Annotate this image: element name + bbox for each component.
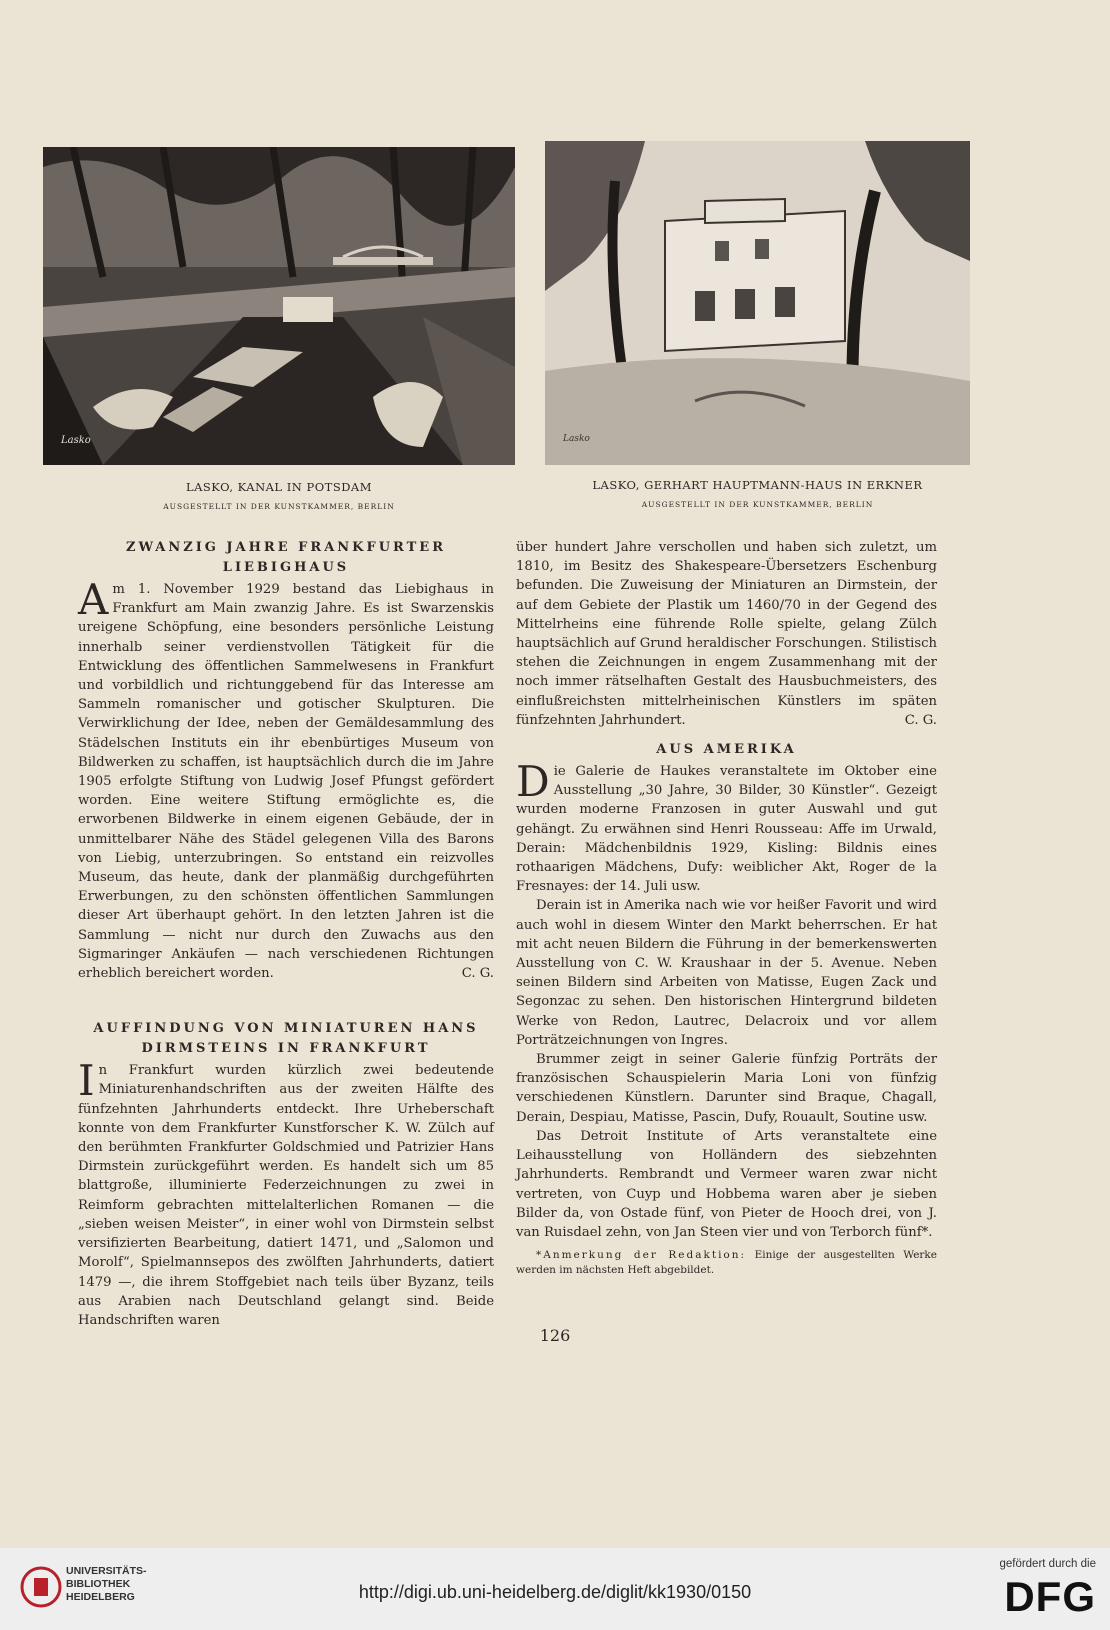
plate-kanal-in-potsdam [43, 147, 515, 465]
editorial-note-text: Einige der ausgestellten Werke werden im nächsten Heft abgebildet. [516, 1249, 938, 1277]
painting-house-image [545, 141, 970, 465]
plate-2-title: LASKO, GERHART HAUPTMANN-HAUS IN ERKNER [592, 478, 923, 492]
plate-1-caption [43, 480, 515, 511]
article-2-continuation: über hundert Jahre verschollen und haben sich zuletzt, um 1810, im Besitz des Shakespeare-Übersetzers Eschenburg befunden. Die Zuweisung der Miniaturen an Dirmstein, der auf dem Gebiete der Plastik um 1460/70 in der Gegend des Mittelrheins eine führende Rolle spielte, gelang Zülch hauptsächlich auf Grund heraldischer Forschungen. Stilistisch stehen die Zeichnungen in engem Zusammenhang mit der noch immer rätselhaften Gestalt des Hausbuchmeisters, des einflußreichsten mittelrheinischen Künstlers im späten fünfzehnten Jahrhundert. C. G. [516, 538, 937, 730]
article-3-paragraph: Brummer zeigt in seiner Galerie fünfzig Porträts der französischen Schauspielerin Maria Loni von fünfzig verschiedenen Künstlern. Darunter sind Braque, Chagall, Derain, Despiau, Matisse, Pascin, Dufy, Rouault, Soutine usw. [516, 1052, 937, 1125]
article-2-signature: C. G. [904, 712, 937, 728]
painting-canal-image [43, 147, 515, 465]
article-1-body: Am 1. November 1929 bestand das Liebighaus in Frankfurt am Main zwanzig Jahre. Es ist Swarzenskis ureigene Schöpfung, eine besonders persönliche Leistung innerhalb seiner verdienstvollen Tätigkeit für die Entwicklung des öffentlichen Sammelwesens in Frankfurt und vorbildlich und richtunggebend für das Interesse am Sammeln romanischer und gotischer Skulpturen. Die Verwirklichung der Idee, neben der Gemäldesammlung des Städelschen Instituts ein ihr ebenbürtiges Museum von Bildwerken zu schaffen, ist hauptsächlich durch die im Jahre 1905 erfolgte Stiftung von Ludwig Josef Pfungst gefördert worden. Eine weitere Stiftung ermöglichte es, die erworbenen Bildwerke in einem eigenen Gebäude, der in unmittelbarer Nähe des Städel gelegenen Villa des Barons von Liebig, unterzubringen. So entstand ein reizvolles Museum, das heute, dank der planmäßig durchgeführten Erwerbungen, zu den schönsten öffentlichen Sammlungen dieser Art überhaupt gehört. In den letzten Jahren ist die Sammlung — nicht nur durch den Zuwachs aus den Sigmaringer Ankäufen — nach verschiedenen Richtungen erheblich bereichert worden. C. G. [78, 580, 494, 983]
article-3-paragraph: Das Detroit Institute of Arts veranstaltete eine Leihausstellung von Holländern des siebzehnten Jahrhunderts. Rembrandt und Vermeer waren zwar nicht vertreten, von Cuyp und Hobbema waren aber je sieben Bilder da, von Ostade fünf, von Pieter de Hooch drei, von J. van Ruisdael zehn, von Jan Steen vier und von Terborch fünf*. [516, 1128, 937, 1240]
source-url-link[interactable]: http://digi.ub.uni-heidelberg.de/diglit/kk1930/0150 [358, 1582, 752, 1602]
article-3-initial: D [516, 757, 550, 807]
funding-label: gefördert durch die [999, 1558, 1096, 1570]
left-column [78, 538, 494, 1330]
article-1-initial: A [78, 575, 109, 624]
article-2-heading: AUFFINDUNG VON MINIATUREN HANS DIRMSTEINS IN FRANKFURT [93, 1021, 479, 1057]
plate-2-subtitle: AUSGESTELLT IN DER KUNSTKAMMER, BERLIN [641, 500, 874, 509]
page-number: 126 [539, 1326, 571, 1345]
article-1-heading: ZWANZIG JAHRE FRANKFURTER LIEBIGHAUS [125, 540, 446, 575]
editorial-note [516, 1248, 937, 1278]
article-3-paragraph: Derain ist in Amerika nach wie vor heißer Favorit und wird auch wohl in diesem Winter den Markt beherrschen. Er hat mit acht neuen Bildern die Führung in der bemerkenswerten Ausstellung von C. W. Kraushaar in der 5. Avenue. Neben seinen Bildern sind Arbeiten von Matisse, Eugen Zack und Segonzac zu sehen. Den historischen Hintergrund bildeten Werke von Redon, Lautrec, Delacroix und vor allem Porträtzeichnungen von Ingres. [516, 898, 937, 1048]
right-column [516, 538, 937, 1278]
article-1-signature: C. G. [461, 966, 494, 982]
footer-bar [0, 1548, 1110, 1630]
article-2-initial: I [78, 1056, 95, 1106]
article-3-paragraph: Die Galerie de Haukes veranstaltete im Oktober eine Ausstellung „30 Jahre, 30 Bilder, 30 Künstler“. Gezeigt wurden moderne Franzosen in guter Auswahl und gut gehängt. Zu erwähnen sind Henri Rousseau: Affe im Urwald, Derain: Mädchenbildnis 1929, Kisling: Bildnis eines rothaarigen Mädchens, Dufy: weiblicher Akt, Roger de la Fresnayes: der 14. Juli usw. [516, 757, 937, 895]
plate-2-caption [545, 478, 970, 509]
plate-hauptmann-haus [545, 141, 970, 465]
plate-1-title: LASKO, KANAL IN POTSDAM [185, 480, 373, 494]
painting-signature: Lasko [563, 434, 590, 444]
article-3-heading: AUS AMERIKA [656, 742, 797, 758]
plate-1-subtitle: AUSGESTELLT IN DER KUNSTKAMMER, BERLIN [163, 502, 395, 511]
editorial-note-label: *Anmerkung der Redaktion: [536, 1249, 747, 1262]
library-logo-text[interactable]: UNIVERSITÄTS- BIBLIOTHEK HEIDELBERG [66, 1565, 147, 1603]
article-2-body: In Frankfurt wurden kürzlich zwei bedeutende Miniaturenhandschriften aus der zweiten Hälfte des fünfzehnten Jahrhunderts entdeckt. Ihre Urheberschaft konnte von dem Frankfurter Kunstforscher K. W. Zülch auf den berühmten Frankfurter Goldschmied und Patrizier Hans Dirmstein zurückgeführt werden. Es handelt sich um 85 blattgroße, illuminierte Federzeichnungen zu zwei in Reimform gebrachten mittelalterlichen Romanen — die „sieben weisen Meister“, in einer wohl von Dirmstein selbst versifizierten Bearbeitung, datiert 1471, und „Salomon und Morolf“, Spielmannsepos des zwölften Jahrhunderts, datiert 1479 —, die ihrem Stoffgebiet nach teils über Byzanz, teils aus Arabien nach Deutschland gelangt sind. Beide Handschriften waren [78, 1056, 494, 1328]
dfg-logo[interactable]: DFG [1004, 1573, 1096, 1620]
painting-signature: Lasko [61, 435, 91, 446]
